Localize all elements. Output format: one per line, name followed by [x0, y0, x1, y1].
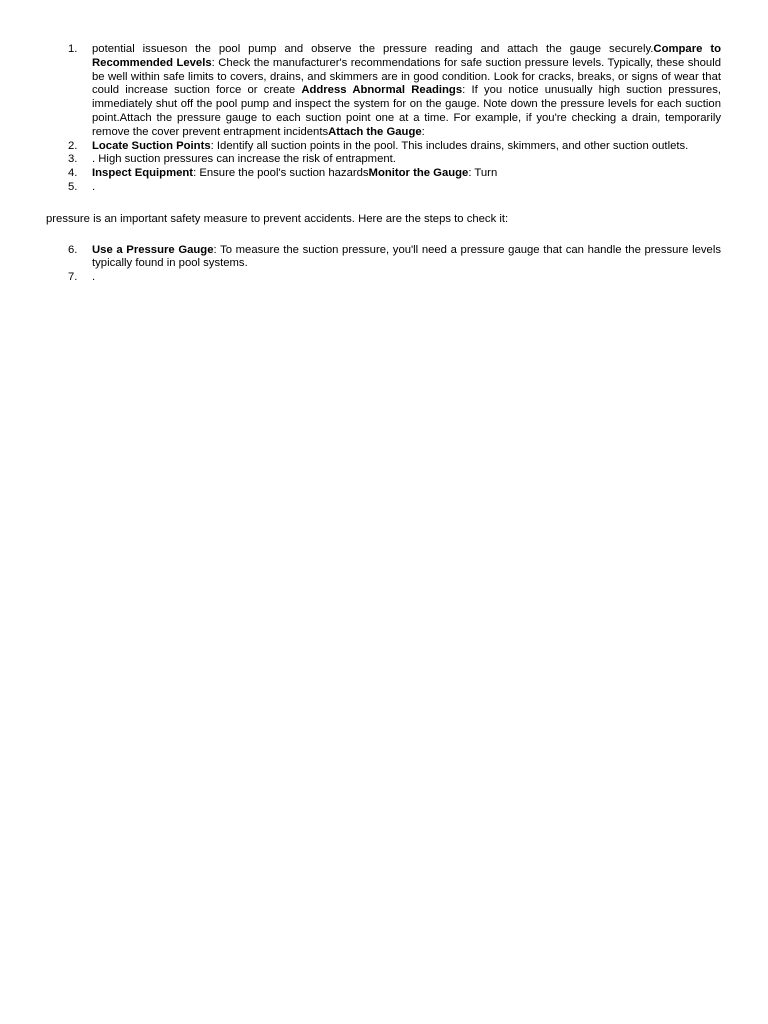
list-item-number: 4. — [68, 167, 78, 180]
list-item-number: 2. — [68, 139, 78, 152]
list-item-text: Inspect Equipment: Ensure the pool's suction hazardsMonitor the Gauge: Turn — [92, 167, 498, 180]
list-item-text: . — [92, 180, 96, 193]
list-item — [46, 244, 721, 272]
list-item-text: . — [92, 271, 96, 284]
list-item — [46, 153, 721, 167]
list-item-text: potential issueson the pool pump and observe the pressure reading and attach the gauge securely.Compare to Recommended Levels: Check the manufacturer's recommendations for safe suction pressure levels. Typically, these should be well within safe limits to covers, drains, and skimmers are in good condition. Look for cracks, breaks, or signs of wear that could increase suction force or create Address Abnormal Readings: If you notice unusually high suction pressures, immediately shut off the pool pump and inspect the system for on the gauge. Note down the pressure levels for each suction point.Attach the pressure gauge to each suction point one at a time. For example, if you're checking a drain, temporarily remove the cover prevent entrapment incidentsAttach the Gauge: — [92, 43, 721, 138]
list-item — [46, 167, 721, 181]
list-item-number: 5. — [68, 180, 78, 193]
list-item-text: Locate Suction Points: Identify all suction points in the pool. This includes drains, skimmers, and other suction outlets. — [92, 139, 689, 152]
intro-paragraph: pressure is an important safety measure to prevent accidents. Here are the steps to check it: — [46, 212, 509, 225]
list-item-text: Use a Pressure Gauge: To measure the suction pressure, you'll need a pressure gauge that can handle the pressure levels typically found in pool systems. — [92, 243, 721, 270]
list-item — [46, 140, 721, 154]
list-item-text: . High suction pressures can increase the risk of entrapment. — [92, 153, 396, 166]
list-item-number: 7. — [68, 271, 78, 284]
list-item — [46, 181, 721, 195]
list-item — [46, 271, 721, 285]
list-item-number: 3. — [68, 153, 78, 166]
list-item-number: 1. — [68, 43, 78, 55]
numbered-list-section-1 — [46, 43, 721, 195]
list-item — [46, 43, 721, 140]
list-item-number: 6. — [68, 243, 78, 256]
numbered-list-section-2 — [46, 244, 721, 285]
